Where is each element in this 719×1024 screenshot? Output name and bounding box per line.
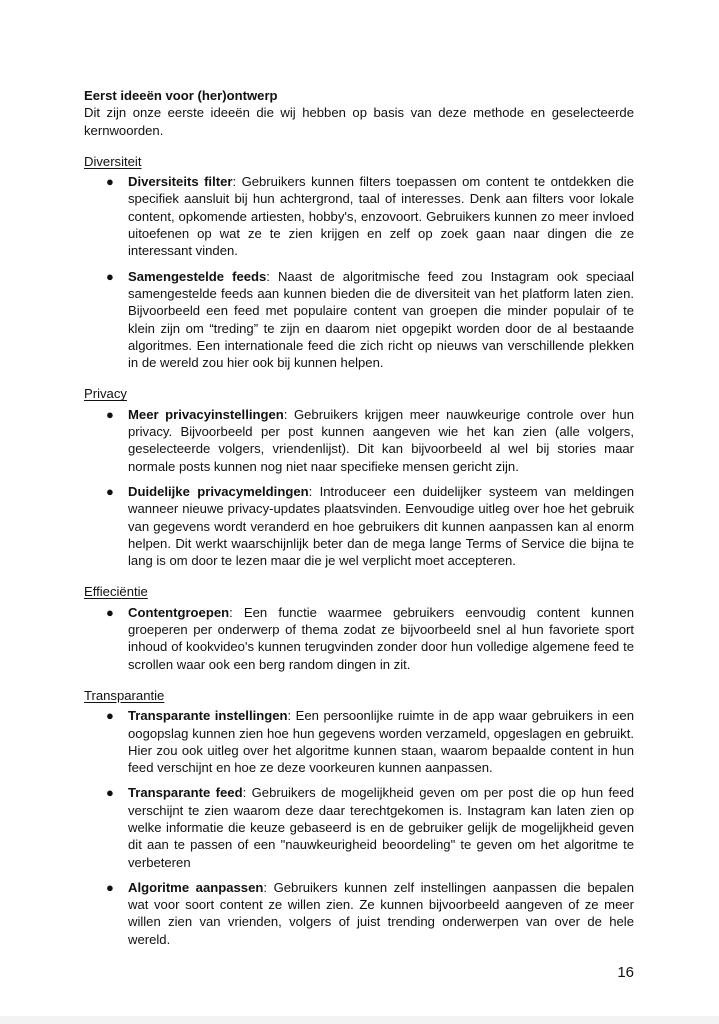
item-term: Diversiteits filter: [128, 174, 233, 190]
list-item: [84, 406, 634, 475]
list-item: [84, 604, 634, 673]
item-term: Transparante instellingen: [128, 708, 288, 724]
page-number: 16: [617, 964, 634, 981]
bullet-list-privacy: [84, 406, 634, 570]
bullet-dot-icon: ●: [106, 483, 114, 499]
bullet-dot-icon: ●: [106, 406, 114, 422]
bullet-list-diversiteit: [84, 173, 634, 371]
page-heading: Eerst ideeën voor (her)ontwerp: [84, 88, 278, 103]
item-text: : Gebruikers krijgen meer nauwkeurige controle over hun privacy. Bijvoorbeeld per post kunnen aangeven wie het kan zien (alle volgers, geselecteerde volgers, vriendenlijst). Dit kan bijvoorbeeld al wel bij stories maar normale posts kunnen nog niet naar specifieke mensen gericht zijn.: [128, 406, 634, 474]
bullet-dot-icon: ●: [106, 174, 114, 190]
item-term: Duidelijke privacymeldingen: [128, 483, 309, 499]
section-title-privacy: Privacy: [84, 386, 127, 402]
document-page: [84, 87, 634, 948]
list-item: [84, 268, 634, 372]
list-item: [84, 707, 634, 776]
list-item: [84, 784, 634, 870]
page-bottom-edge: [0, 1016, 719, 1024]
bullet-dot-icon: ●: [106, 879, 114, 895]
item-text: : Een functie waarmee gebruikers eenvoudig content kunnen groeperen per onderwerp of thema zodat ze bijvoorbeeld snel al hun favoriete sport inhoud of kookvideo's kunnen terugvinden zonder door hun volledige algemene feed te scrollen waar ook een berg random dingen in zit.: [128, 604, 634, 672]
intro-paragraph: Dit zijn onze eerste ideeën die wij hebben op basis van deze methode en geselecteerde kernwoorden.: [84, 105, 634, 138]
bullet-dot-icon: ●: [106, 604, 114, 620]
item-text: : Gebruikers kunnen zelf instellingen aanpassen die bepalen wat voor soort content ze willen zien. Ze kunnen bijvoorbeeld aangeven of ze meer willen zien van vrienden, volgers of juist trending onderwerpen van over de hele wereld.: [128, 879, 634, 947]
section-title-transparantie: Transparantie: [84, 687, 165, 703]
bullet-list-transparantie: [84, 707, 634, 948]
item-term: Contentgroepen: [128, 604, 230, 620]
bullet-dot-icon: ●: [106, 708, 114, 724]
list-item: [84, 483, 634, 569]
bullet-list-efficientie: [84, 604, 634, 673]
bullet-dot-icon: ●: [106, 785, 114, 801]
item-term: Meer privacyinstellingen: [128, 406, 284, 422]
item-term: Algoritme aanpassen: [128, 879, 264, 895]
item-text: : Naast de algoritmische feed zou Instagram ook speciaal samengestelde feeds aan kunnen bieden die de diversiteit van het platform laten zien. Bijvoorbeeld een feed met populaire content van groepen die minder populair of te klein zijn om “treding” te zijn en daarom niet opgepikt worden door de al bestaande algoritmes. Een internationale feed die zich richt op nieuws van verschillende plekken in de wereld zou hier ook bij kunnen helpen.: [128, 268, 634, 371]
list-item: [84, 173, 634, 259]
item-text: : Introduceer een duidelijker systeem van meldingen wanneer nieuwe privacy-updates plaatsvinden. Eenvoudige uitleg over hoe het gebruik van gegevens wordt veranderd en hoe gebruikers dit kunnen aanpassen kan al enorm helpen. Dit werkt waarschijnlijk beter dan de mega lange Terms of Service die bijna te lang is om door te lezen maar die je wel verplicht moet accepteren.: [128, 483, 634, 569]
item-text: : Gebruikers kunnen filters toepassen om content te ontdekken die specifiek aansluit bij hun achtergrond, taal of interesses. Denk aan filters voor lokale content, opkomende artiesten, hobby's, enzovoort. Gebruikers kunnen zo meer invloed uitoefenen op wat ze te zien krijgen en zelf op zoek gaan naar dingen die ze interessant vinden.: [128, 174, 635, 259]
item-text: : Gebruikers de mogelijkheid geven om per post die op hun feed verschijnt te zien waarom deze daar terechtgekomen is. Instagram kan laten zien op welke informatie die keuze gebaseerd is en de gebruiker gelijk de mogelijkheid geven dit aan te passen of een "nauwkeurigheid beoordeling" te geven om het algoritme te verbeteren: [128, 785, 635, 870]
list-item: [84, 879, 634, 948]
item-term: Transparante feed: [128, 785, 243, 801]
item-term: Samengestelde feeds: [128, 268, 267, 284]
bullet-dot-icon: ●: [106, 268, 114, 284]
section-title-diversiteit: Diversiteit: [84, 153, 142, 169]
item-text: : Een persoonlijke ruimte in de app waar gebruikers in een oogopslag kunnen zien hoe hun gegevens worden verzameld, opgeslagen en gebruikt. Hier zou ook uitleg over het algoritme kunnen staan, waarom bepaalde content in hun feed verschijnt en hoe ze deze voorkeuren kunnen aanpassen.: [128, 708, 634, 776]
section-title-efficientie: Effieciëntie: [84, 584, 148, 600]
